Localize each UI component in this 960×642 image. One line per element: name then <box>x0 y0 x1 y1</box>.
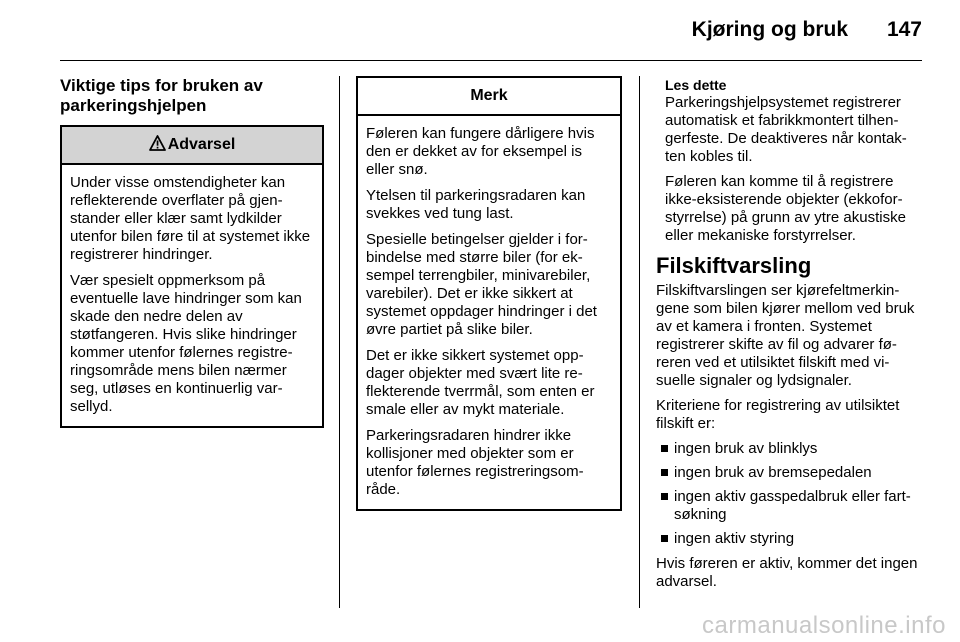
note-box-header <box>358 78 620 116</box>
note-subheading: Les dette <box>665 77 727 93</box>
note-box-body <box>358 116 620 509</box>
column-3 <box>656 76 922 598</box>
warning-box <box>60 125 324 428</box>
warning-paragraph: Under visse omstendigheter kan reflekterende overflater på gjenstander eller klær samt lydkilder utenfor bilen føre til at systemet ikke registrerer hindringer. <box>70 174 311 263</box>
list-item: ingen aktiv gasspedalbruk eller fartsøkning <box>656 488 922 524</box>
page-header <box>0 0 960 62</box>
intro-paragraph: Parkeringshjelpsystemet registrerer automatisk et fabrikkmontert tilhengerfeste. De deaktiveres når kontakten kobles til. <box>665 94 907 165</box>
note-paragraph: Ytelsen til parkeringsradaren kan svekkes ved tung last. <box>366 187 586 222</box>
header-rule <box>60 60 922 61</box>
body-paragraph: Filskiftvarslingen ser kjørefeltmerkingene som bilen kjører mellom ved bruk av et kamera i fronten. Systemet registrerer skifte av fil og advarer føreren ved et utilsiktet filskift med visuelle signaler og lydsignaler. <box>656 282 915 389</box>
list-item: ingen bruk av blinklys <box>656 440 922 458</box>
criteria-list <box>656 440 922 548</box>
note-paragraph: Spesielle betingelser gjelder i forbindelse med større biler (for eksempel terrengbiler, minivarebiler, varebiler). Det er ikke sikkert at systemet oppdager hindringer i det øvre partiet på slike biler. <box>366 231 597 338</box>
note-box <box>356 76 622 511</box>
note-paragraph: Parkeringsradaren hindrer ikke kollisjoner med objekter som er utenfor følernes registreringsområde. <box>366 427 584 498</box>
column-2 <box>356 76 622 511</box>
list-item: ingen bruk av bremsepedalen <box>656 464 922 482</box>
column-1 <box>60 76 324 428</box>
section-heading-lane-departure: Filskiftvarsling <box>656 253 812 278</box>
column-divider-2 <box>639 76 640 608</box>
watermark: carmanualsonline.info <box>702 612 946 639</box>
warning-box-header <box>62 127 322 165</box>
column-divider-1 <box>339 76 340 608</box>
note-paragraph: Føleren kan fungere dårligere hvis den er dekket av for eksempel is eller snø. <box>366 125 595 178</box>
warning-box-title: Advarsel <box>167 136 236 153</box>
section-heading-parking: Viktige tips for bruken av parkeringshjelpen <box>60 76 263 115</box>
intro-paragraph: Føleren kan komme til å registrere ikke-eksisterende objekter (ekkoforstyrrelse) på grunn av ytre akustiske eller mekaniske forstyrrelser. <box>665 173 906 244</box>
page-number: 147 <box>886 18 922 41</box>
closing-paragraph: Hvis føreren er aktiv, kommer det ingen advarsel. <box>656 555 918 590</box>
warning-triangle-icon <box>149 135 166 156</box>
note-box-title: Merk <box>470 87 508 104</box>
warning-box-body <box>62 165 322 426</box>
warning-paragraph: Vær spesielt oppmerksom på eventuelle lave hindringer som kan skade den nedre delen av støtfangeren. Hvis slike hindringer kommer utenfor følernes registreringsområde mens bilen nærmer seg, utløses en kontinuerlig varsellyd. <box>70 272 302 415</box>
body-paragraph: Kriteriene for registrering av utilsiktet filskift er: <box>656 397 900 432</box>
header-title: Kjøring og bruk <box>691 18 848 41</box>
note-paragraph: Det er ikke sikkert systemet oppdager objekter med svært lite reflekterende tverrmål, som enten er smale eller av mykt materiale. <box>366 347 595 418</box>
list-item: ingen aktiv styring <box>656 530 922 548</box>
